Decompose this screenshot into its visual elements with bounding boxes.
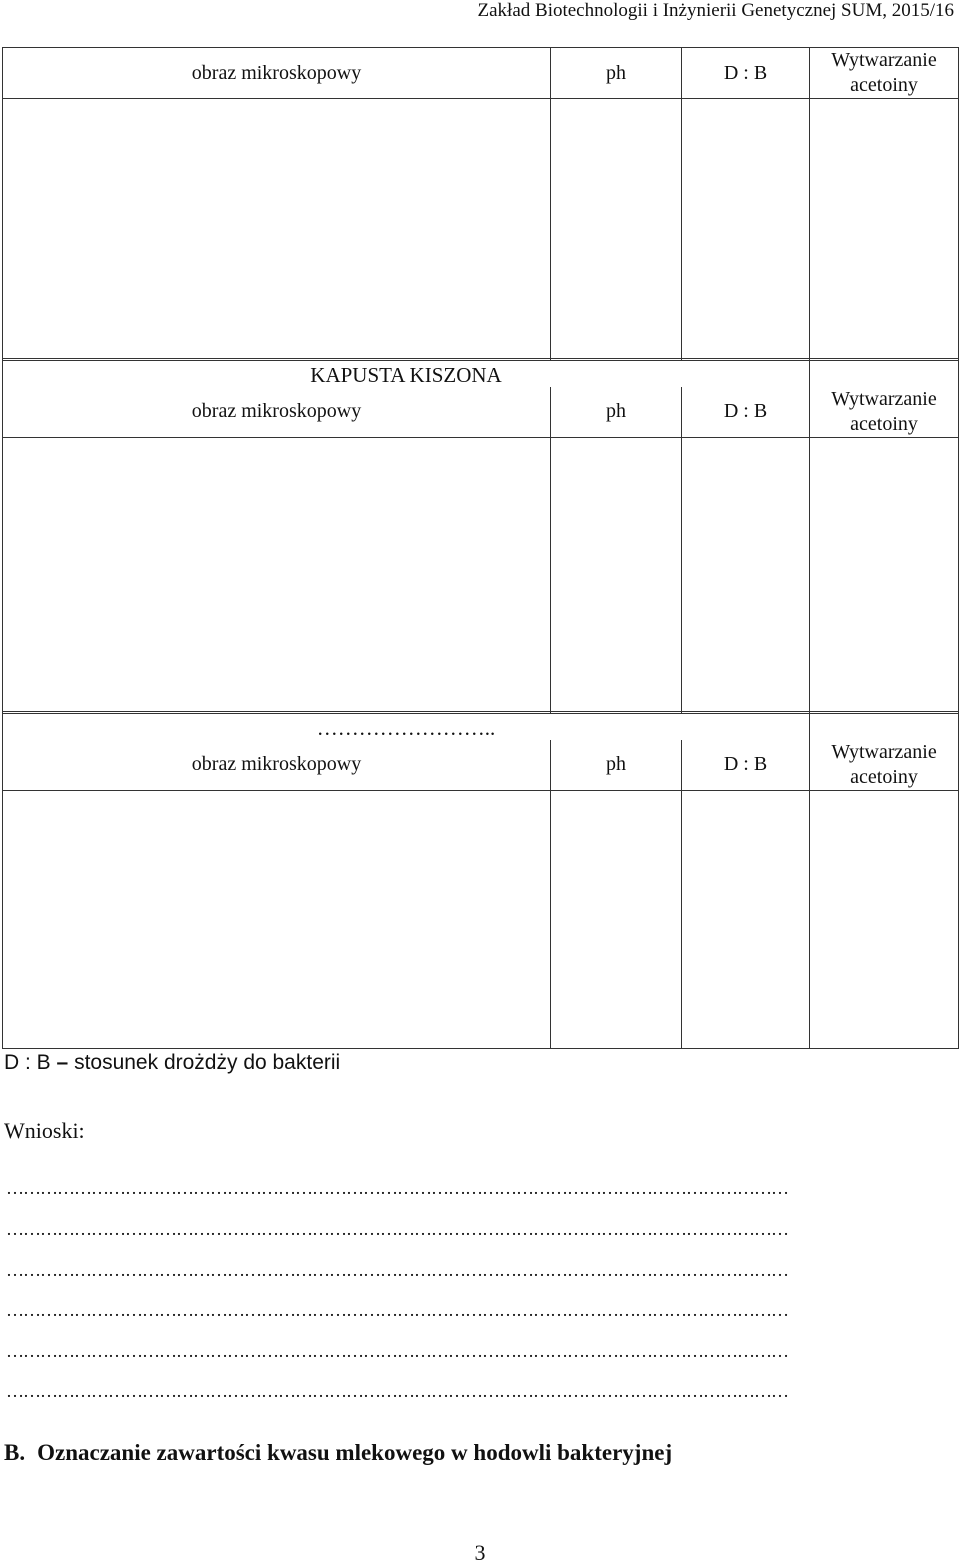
section-b-title: Oznaczanie zawartości kwasu mlekowego w hodowli bakteryjnej xyxy=(37,1440,673,1465)
column-header-microscopy: obraz mikroskopowy xyxy=(3,387,551,438)
result-cell-acetoin[interactable] xyxy=(810,437,959,713)
result-cell-ph[interactable] xyxy=(551,790,682,1048)
conclusion-line-1[interactable]: ………………………………………………………………………………………………………………………… xyxy=(6,1178,788,1198)
title-spacer xyxy=(810,359,959,387)
result-cell-microscopy[interactable] xyxy=(3,99,551,361)
results-table-1 xyxy=(2,47,959,361)
column-header-acetoin: Wytwarzanie acetoiny xyxy=(810,740,959,791)
column-header-acetoin: Wytwarzanie acetoiny xyxy=(810,387,959,438)
result-cell-ratio[interactable] xyxy=(682,99,810,361)
conclusion-line-2[interactable]: ………………………………………………………………………………………………………………………… xyxy=(6,1219,788,1239)
conclusion-line-5[interactable]: ………………………………………………………………………………………………………………………… xyxy=(6,1341,788,1361)
result-cell-ratio[interactable] xyxy=(682,790,810,1048)
table-title: KAPUSTA KISZONA xyxy=(3,359,810,387)
column-header-ph: ph xyxy=(551,740,682,791)
result-cell-ph[interactable] xyxy=(551,99,682,361)
column-header-yeast-bacteria-ratio: D : B xyxy=(682,387,810,438)
page-number: 3 xyxy=(474,1540,486,1565)
column-header-yeast-bacteria-ratio: D : B xyxy=(682,48,810,99)
result-cell-microscopy[interactable] xyxy=(3,790,551,1048)
result-cell-ph[interactable] xyxy=(551,437,682,713)
title-spacer xyxy=(810,712,959,740)
conclusion-line-6[interactable]: ………………………………………………………………………………………………………………………… xyxy=(6,1381,788,1401)
table-title-placeholder: …………………….. xyxy=(3,712,810,740)
result-cell-microscopy[interactable] xyxy=(3,437,551,713)
column-header-acetoin: Wytwarzanie acetoiny xyxy=(810,48,959,99)
section-b-heading xyxy=(4,1437,672,1469)
result-cell-acetoin[interactable] xyxy=(810,99,959,361)
abbreviation-note xyxy=(4,1048,340,1078)
page-header: Zakład Biotechnologii i Inżynierii Genetycznej SUM, 2015/16 xyxy=(477,0,954,21)
abbreviation-definition: stosunek drożdży do bakterii xyxy=(74,1051,341,1074)
conclusion-line-4[interactable]: ………………………………………………………………………………………………………………………… xyxy=(6,1300,788,1320)
results-table-2 xyxy=(2,358,959,714)
conclusion-line-3[interactable]: ………………………………………………………………………………………………………………………… xyxy=(6,1260,788,1280)
section-b-letter: B. xyxy=(4,1440,26,1465)
column-header-microscopy: obraz mikroskopowy xyxy=(3,48,551,99)
abbreviation: D : B xyxy=(4,1051,51,1074)
results-table-3 xyxy=(2,711,959,1049)
column-header-yeast-bacteria-ratio: D : B xyxy=(682,740,810,791)
result-cell-acetoin[interactable] xyxy=(810,790,959,1048)
abbreviation-dash: – xyxy=(56,1051,69,1074)
column-header-ph: ph xyxy=(551,387,682,438)
result-cell-ratio[interactable] xyxy=(682,437,810,713)
conclusions-heading: Wnioski: xyxy=(4,1118,85,1143)
column-header-ph: ph xyxy=(551,48,682,99)
column-header-microscopy: obraz mikroskopowy xyxy=(3,740,551,791)
